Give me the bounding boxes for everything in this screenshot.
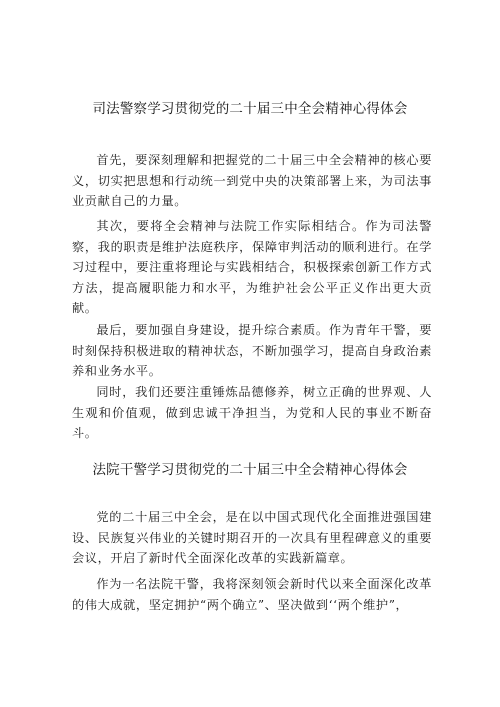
section-1-paragraph-1: 首先，要深刻理解和把握党的二十届三中全会精神的核心要义，切实把思想和行动统一到党中央的决策部署上来，为司法事业贡献自己的力量。 (72, 153, 432, 208)
section-1-title: 司法警察学习贯彻党的二十届三中全会精神心得体会 (92, 101, 408, 117)
section-1-paragraph-3: 最后，要加强自身建设，提升综合素质。作为青年干警，要时刻保持积极进取的精神状态，不断加强学习，提高自身政治素养和业务水平。 (72, 323, 432, 378)
section-2-paragraph-2: 作为一名法院干警，我将深刻领会新时代以来全面深化改革的伟大成就，坚定拥护“两个确立”、坚决做到‘‘两个维护”， (72, 577, 432, 612)
section-2-title: 法院干警学习贯彻党的二十届三中全会精神心得体会 (92, 462, 408, 478)
section-1-paragraph-4: 同时，我们还要注重锤炼品德修养，树立正确的世界观、人生观和价值观，做到忠诚干净担当，为党和人民的事业不断奋斗。 (72, 385, 432, 440)
section-2-paragraph-1: 党的二十届三中全会，是在以中国式现代化全面推进强国建设、民族复兴伟业的关键时期召开的一次具有里程碑意义的重要会议，开启了新时代全面深化改革的实践新篇章。 (72, 510, 432, 565)
section-1-paragraph-2: 其次，要将全会精神与法院工作实际相结合。作为司法警察，我的职责是维护法庭秩序，保障审判活动的顺利进行。在学习过程中，要注重将理论与实践相结合，积极探索创新工作方式方法，提高履职能力和水平，为维护社会公平正义作出更大贡献。 (72, 219, 432, 315)
